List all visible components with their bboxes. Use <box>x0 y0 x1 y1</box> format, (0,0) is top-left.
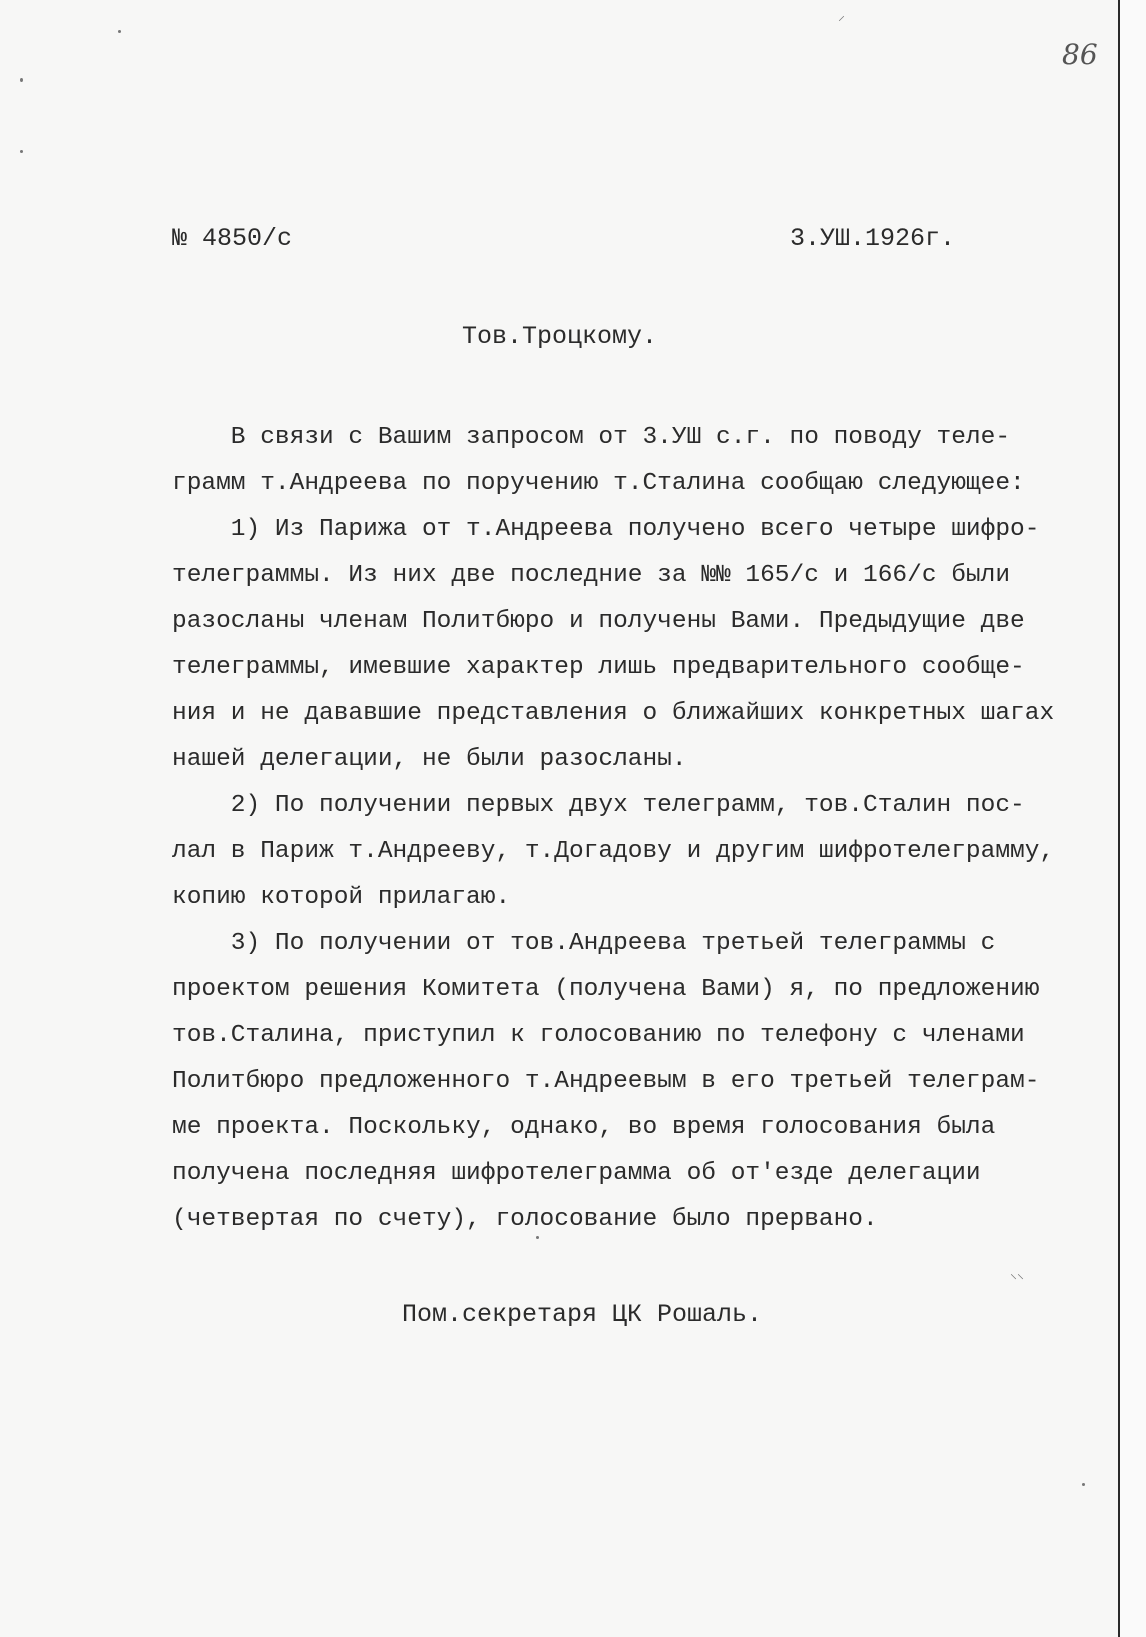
body-line: нашей делегации, не были разосланы. <box>172 746 687 773</box>
paper-speck <box>1082 1483 1085 1486</box>
paper-speck <box>118 30 121 33</box>
body-line: ния и не дававшие представления о ближайших конкретных шагах <box>172 700 1055 727</box>
scan-mark: ⸌⸌ <box>1010 1272 1024 1288</box>
body-line: Политбюро предложенного т.Андреевым в его третьей телеграм- <box>172 1068 1040 1095</box>
signature-line: Пом.секретаря ЦК Рошаль. <box>402 1300 763 1329</box>
body-line: копию которой прилагаю. <box>172 884 511 911</box>
paper-speck <box>20 78 23 82</box>
body-line: проектом решения Комитета (получена Вами) я, по предложению <box>172 976 1040 1003</box>
scan-margin <box>1120 0 1146 1637</box>
document-date: 3.УШ.1926г. <box>790 224 956 253</box>
body-line: 2) По получении первых двух телеграмм, тов.Сталин пос- <box>172 792 1025 819</box>
registration-number: № 4850/с <box>172 224 293 253</box>
body-line: 3) По получении от тов.Андреева третьей телеграммы с <box>172 930 996 957</box>
body-line: телеграммы, имевшие характер лишь предварительного сообще- <box>172 654 1025 681</box>
addressee: Тов.Троцкому. <box>462 322 658 351</box>
body-line: телеграммы. Из них две последние за №№ 165/с и 166/с были <box>172 562 1011 589</box>
paper-speck <box>20 150 23 153</box>
body-line: 1) Из Парижа от т.Андреева получено всего четыре шифро- <box>172 516 1040 543</box>
body-line: тов.Сталина, приступил к голосованию по телефону с членами <box>172 1022 1025 1049</box>
body-line: разосланы членам Политбюро и получены Вами. Предыдущие две <box>172 608 1025 635</box>
scan-mark: ⸝ <box>838 8 845 24</box>
body-line: лал в Париж т.Андрееву, т.Догадову и другим шифротелеграмму, <box>172 838 1055 865</box>
body-line: грамм т.Андреева по поручению т.Сталина сообщаю следующее: <box>172 470 1025 497</box>
body-line: ме проекта. Поскольку, однако, во время голосования была <box>172 1114 996 1141</box>
paper-speck <box>536 1236 539 1239</box>
body-line: получена последняя шифротелеграмма об от'езде делегации <box>172 1160 981 1187</box>
folio-number: 86 <box>1062 38 1098 71</box>
body-line: (четвертая по счету), голосование было прервано. <box>172 1206 878 1233</box>
body-line: В связи с Вашим запросом от 3.УШ с.г. по поводу теле- <box>172 424 1011 451</box>
letter-body <box>172 415 1092 1243</box>
